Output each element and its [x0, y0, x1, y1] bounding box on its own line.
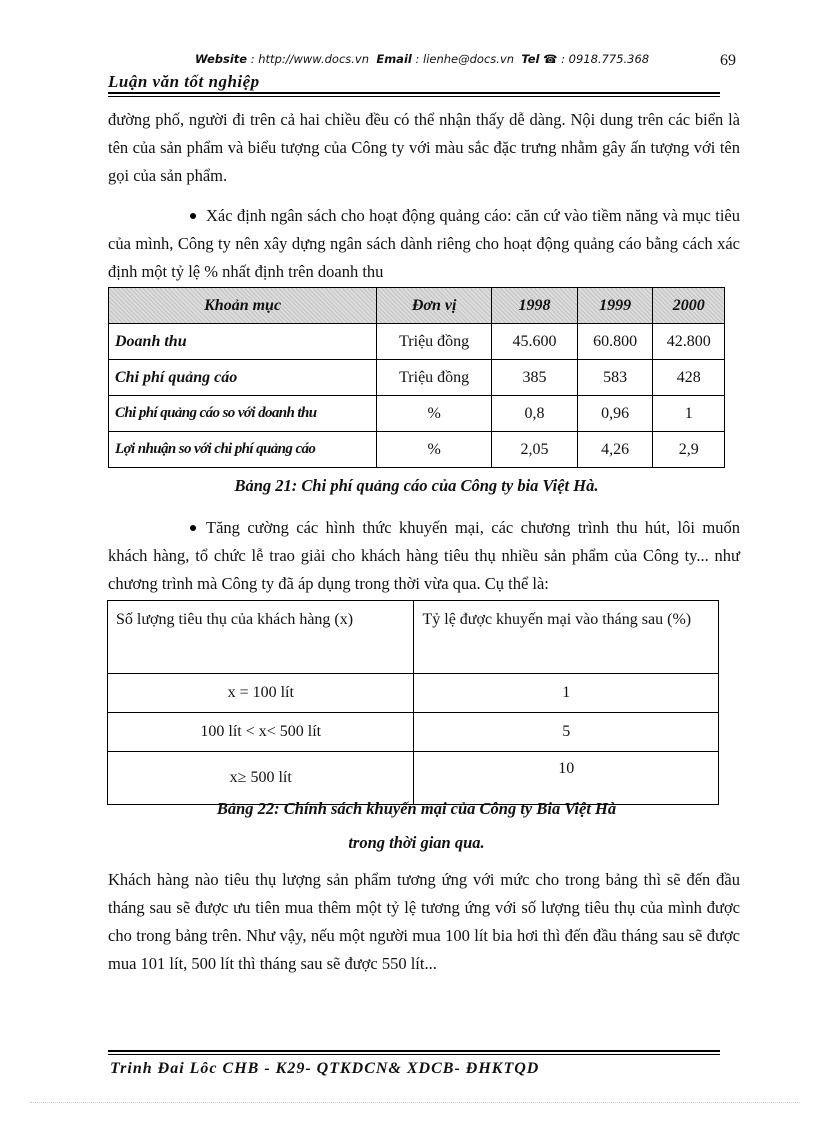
header-contact: Website : http://www.docs.vn Email : lienhe@docs.vn Tel ☎ : 0918.775.368	[195, 52, 650, 66]
cell-rate: 5	[414, 713, 719, 752]
row-label: Lợi nhuận so với chi phí quảng cáo	[109, 432, 377, 468]
table-caption: Bảng 21: Chi phí quảng cáo của Công ty bia Việt Hà.	[234, 476, 599, 495]
table-row	[109, 432, 725, 468]
table-row	[109, 324, 725, 360]
cell-value: 60.800	[577, 324, 653, 360]
cell-value: 45.600	[492, 324, 578, 360]
promotion-table	[107, 600, 719, 805]
table-row	[108, 752, 719, 805]
cell-quantity: 100 lít < x< 500 lít	[108, 713, 414, 752]
bullet-paragraph-promotion: Tăng cường các hình thức khuyến mại, các chương trình thu hút, lôi muốn khách hàng, tổ chức lễ trao giải cho khách hàng tiêu thụ nhiều sản phẩm của Công ty... như chương trình mà Công ty đã áp dụng trong thời vừa qua. Cụ thể là:	[108, 518, 740, 593]
column-header: 1998	[492, 288, 578, 324]
cell-value: 428	[653, 360, 725, 396]
cell-value: 1	[653, 396, 725, 432]
cell-value: 385	[492, 360, 578, 396]
table-caption-continued: trong thời gian qua.	[348, 833, 485, 852]
table-header-row	[108, 601, 719, 674]
table-row	[108, 713, 719, 752]
cell-value: 583	[577, 360, 653, 396]
bullet-paragraph-budget: Xác định ngân sách cho hoạt động quảng cáo: căn cứ vào tiềm năng và mục tiêu của mình, Công ty nên xây dựng ngân sách dành riêng cho hoạt động quảng cáo bằng cách xác định một tỷ lệ % nhất định trên doanh thu	[108, 206, 740, 281]
column-header: Số lượng tiêu thụ của khách hàng (x)	[108, 601, 414, 674]
closing-paragraph: Khách hàng nào tiêu thụ lượng sản phẩm tương ứng với mức cho trong bảng thì sẽ đến đầu tháng sau sẽ được ưu tiên mua thêm một tỷ lệ tương ứng với số lượng tiêu thụ của mình được cho trong bảng trên. Như vậy, nếu một người mua 100 lít bia hơi thì đến đầu tháng sau sẽ được mua 101 lít, 500 lít thì tháng sau sẽ được 550 lít...	[108, 870, 740, 973]
bullet-icon	[190, 525, 196, 531]
cell-quantity: x = 100 lít	[108, 674, 414, 713]
column-header: Khoản mục	[109, 288, 377, 324]
header-rule-thin	[108, 96, 720, 97]
footer-rule-thin	[108, 1054, 720, 1055]
cell-unit: Triệu đồng	[377, 360, 492, 396]
cell-value: 4,26	[577, 432, 653, 468]
column-header: 2000	[653, 288, 725, 324]
cell-value: 42.800	[653, 324, 725, 360]
page-bottom-divider	[30, 1102, 800, 1103]
table-caption: Bảng 22: Chính sách khuyến mại của Công ty Bia Việt Hà	[216, 799, 617, 818]
thesis-title: Luận văn tốt nghiệp	[108, 72, 260, 91]
table-row	[109, 396, 725, 432]
intro-paragraph: đường phố, người đi trên cả hai chiều đều có thể nhận thấy dễ dàng. Nội dung trên các biển là tên của sản phẩm và biểu tượng của Công ty với màu sắc đặc trưng nhằm gây ấn tượng với tên gọi của sản phẩm.	[108, 110, 740, 185]
cell-rate: 10	[414, 752, 719, 805]
cell-unit: %	[377, 432, 492, 468]
cell-rate: 1	[414, 674, 719, 713]
page-number: 69	[720, 52, 736, 69]
table-row	[109, 360, 725, 396]
table-row	[108, 674, 719, 713]
column-header: Đơn vị	[377, 288, 492, 324]
row-label: Chi phí quảng cáo	[109, 360, 377, 396]
header-rule	[108, 92, 720, 94]
row-label: Chi phí quảng cáo so với doanh thu	[109, 396, 377, 432]
footer-author: Trinh Đai Lôc CHB - K29- QTKDCN& XDCB- ĐHKTQD	[110, 1060, 540, 1077]
column-header: 1999	[577, 288, 653, 324]
cell-unit: %	[377, 396, 492, 432]
advertising-cost-table	[108, 287, 725, 468]
row-label: Doanh thu	[109, 324, 377, 360]
table-header-row	[109, 288, 725, 324]
cell-value: 0,96	[577, 396, 653, 432]
footer-rule	[108, 1050, 720, 1052]
column-header: Tỷ lệ được khuyến mại vào tháng sau (%)	[414, 601, 719, 674]
bullet-icon	[190, 213, 196, 219]
cell-value: 2,05	[492, 432, 578, 468]
cell-unit: Triệu đồng	[377, 324, 492, 360]
phone-icon: ☎	[543, 52, 558, 66]
cell-value: 2,9	[653, 432, 725, 468]
cell-value: 0,8	[492, 396, 578, 432]
cell-quantity: x≥ 500 lít	[108, 752, 414, 805]
